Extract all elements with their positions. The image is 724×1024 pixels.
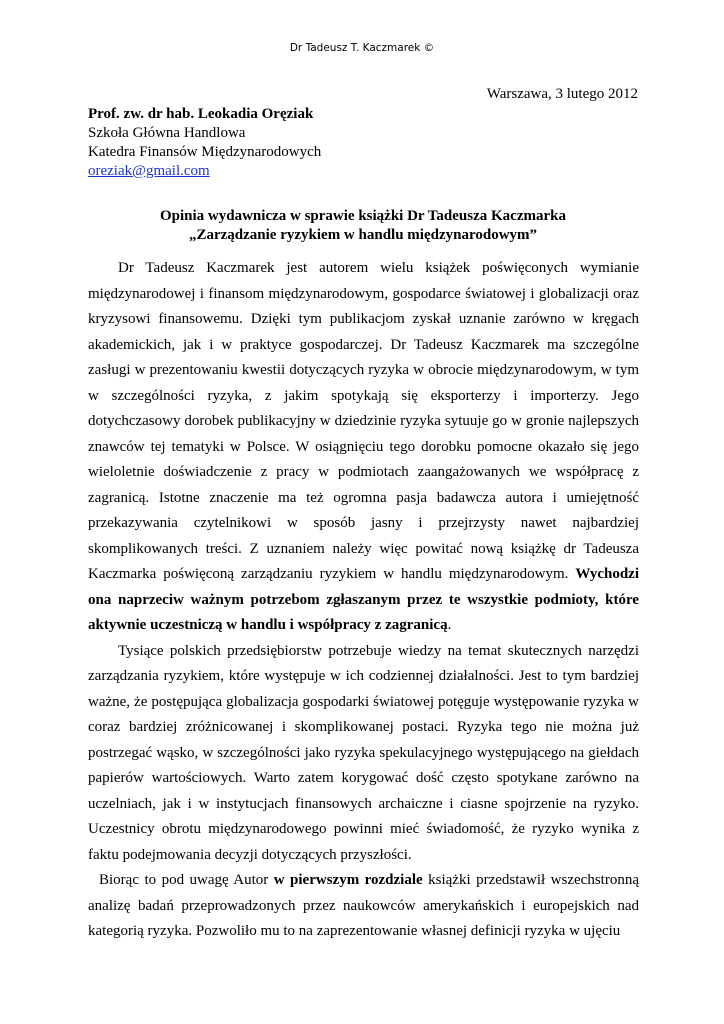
letter-date: Warszawa, 3 lutego 2012: [486, 86, 638, 102]
paragraph-1: [88, 256, 639, 639]
page-header: Dr Tadeusz T. Kaczmarek ©: [289, 42, 435, 54]
recipient-name: Prof. zw. dr hab. Leokadia Oręziak: [88, 106, 314, 122]
letter-body: [88, 256, 639, 945]
paragraph-3-bold: w pierwszym rozdziale: [273, 872, 423, 888]
recipient-email-link[interactable]: oreziak@gmail.com: [88, 163, 210, 179]
paragraph-1-bold: Wychodzi ona naprzeciw ważnym potrzebom zgłaszanym przez te wszystkie podmioty, które aktywnie uczestniczą w handlu i współpracy z zagranicą: [88, 566, 639, 633]
paragraph-1-text: Dr Tadeusz Kaczmarek jest autorem wielu książek poświęconych wymianie międzynarodowej i finansom międzynarodowym, gospodarce światowej i globalizacji oraz kryzysowi finansowemu. Dzięki tym publikacjom zyskał uznanie zarówno w kręgach akademickich, jak i w praktyce gospodarczej. Dr Tadeusz Kaczmarek ma szczególne zasługi w prezentowaniu kwestii dotyczących ryzyka w obrocie międzynarodowym, w tym w szczególności ryzyka, z jakim spotykają się eksporterzy i importerzy. Jego dotychczasowy dorobek publikacyjny w dziedzinie ryzyka sytuuje go w gronie najlepszych znawców tej tematyki w Polsce. W osiągnięciu tego dorobku pomocne okazało się jego wieloletnie doświadczenie z pracy w podmiotach zaangażowanych we współpracę z zagranicą. Istotne znaczenie ma też ogromna pasja badawcza autora i umiejętność przekazywania czytelnikowi w sposób jasny i przejrzysty nawet najbardziej skomplikowanych treści. Z uznaniem należy więc powitać nową książkę dr Tadeusza Kaczmarka poświęconą zarządzaniu ryzykiem w handlu międzynarodowym.: [88, 260, 639, 582]
paragraph-3-end: książki przedstawił wszechstronną analizę badań przeprowadzonych przez naukowców amerykańskich i europejskich nad kategorią ryzyka. Pozwoliło mu to na zaprezentowanie własnej definicji ryzyka w ujęciu: [88, 872, 639, 939]
paragraph-2-text: Tysiące polskich przedsiębiorstw potrzebuje wiedzy na temat skutecznych narzędzi zarządzania ryzykiem, które występuje w ich codziennej działalności. Jest to tym bardziej ważne, że postępująca globalizacja gospodarki światowej potęguje występowanie ryzyka w coraz bardziej zróżnicowanej i skomplikowanej postaci. Ryzyka tego nie można już postrzegać wąsko, w szczególności jako ryzyka spekulacyjnego występującego na giełdach papierów wartościowych. Warto zatem korygować dość często spotykane zarówno na uczelniach, jak i w instytucjach finansowych archaiczne i ciasne spojrzenie na ryzyko. Uczestnicy obrotu międzynarodowego powinni mieć świadomość, że ryzyko wynika z faktu podejmowania decyzji dotyczących przyszłości.: [88, 642, 639, 863]
title-line-1: Opinia wydawnicza w sprawie książki Dr Tadeusza Kaczmarka: [159, 208, 566, 224]
paragraph-3: [88, 868, 639, 945]
recipient-block: [88, 105, 321, 181]
paragraph-3-text: Biorąc to pod uwagę Autor: [99, 872, 274, 888]
paragraph-1-end: .: [447, 617, 452, 633]
paragraph-2: [88, 639, 639, 869]
title-line-2: „Zarządzanie ryzykiem w handlu międzynarodowym”: [188, 227, 538, 243]
recipient-institution: Szkoła Główna Handlowa: [88, 125, 246, 141]
recipient-department: Katedra Finansów Międzynarodowych: [88, 144, 322, 160]
document-title: [88, 207, 638, 245]
